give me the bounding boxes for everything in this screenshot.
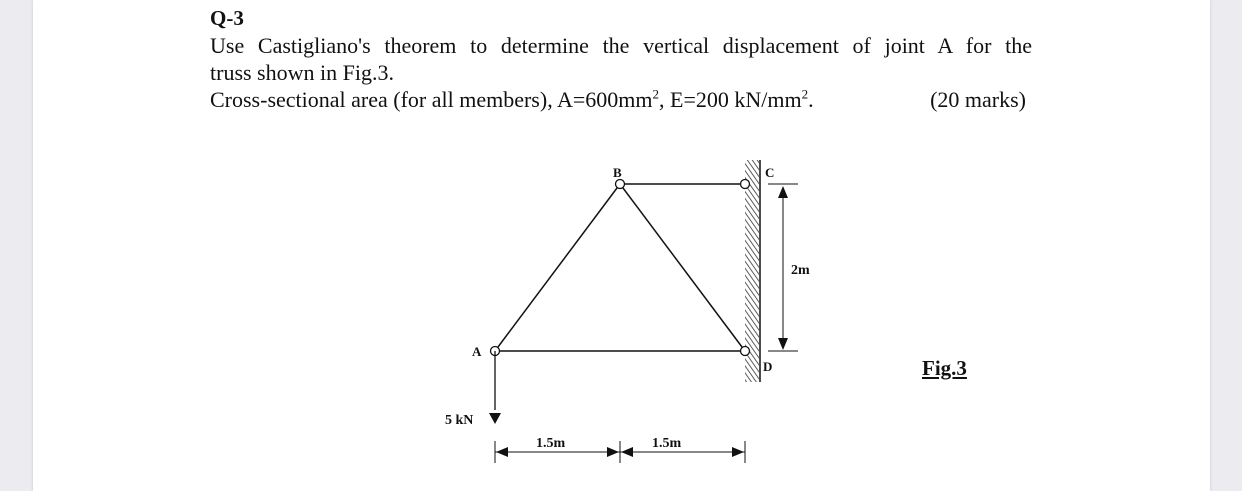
span-arrow-mid-right-icon: [621, 447, 633, 457]
span-arrow-left-icon: [496, 447, 508, 457]
span-right-label: 1.5m: [652, 436, 682, 451]
height-dim-label: 2m: [791, 263, 810, 278]
height-dim-arrow-down-icon: [778, 338, 788, 350]
joint-c-label: C: [765, 165, 775, 180]
line-end-period: .: [808, 87, 814, 112]
span-left-label: 1.5m: [536, 436, 566, 451]
joint-a-label: A: [472, 344, 482, 359]
joint-d-label: D: [763, 359, 773, 374]
load-label: 5 kN: [445, 413, 474, 428]
area-text: Cross-sectional area (for all members), A=600mm: [210, 87, 653, 112]
span-arrow-mid-left-icon: [607, 447, 619, 457]
member-bd: [620, 184, 745, 351]
joint-d-pin: [741, 347, 750, 356]
modulus-exponent: 2: [801, 86, 809, 102]
question-line-2: truss shown in Fig.3.: [210, 60, 394, 85]
height-dim-arrow-up-icon: [778, 186, 788, 198]
area-exponent: 2: [652, 86, 660, 102]
member-ab: [495, 184, 620, 351]
question-number: Q-3: [210, 6, 244, 30]
joint-b-label: B: [613, 165, 622, 180]
span-arrow-right-icon: [732, 447, 744, 457]
modulus-text: , E=200 kN/mm: [659, 87, 802, 112]
load-arrow-icon: [489, 413, 501, 424]
figure-caption: Fig.3: [922, 356, 967, 380]
joint-b-pin: [616, 180, 625, 189]
joint-c-pin: [741, 180, 750, 189]
marks-label: (20 marks): [930, 87, 1026, 112]
question-line-1: Use Castigliano's theorem to determine the vertical displacement of joint A for the: [210, 33, 1032, 58]
